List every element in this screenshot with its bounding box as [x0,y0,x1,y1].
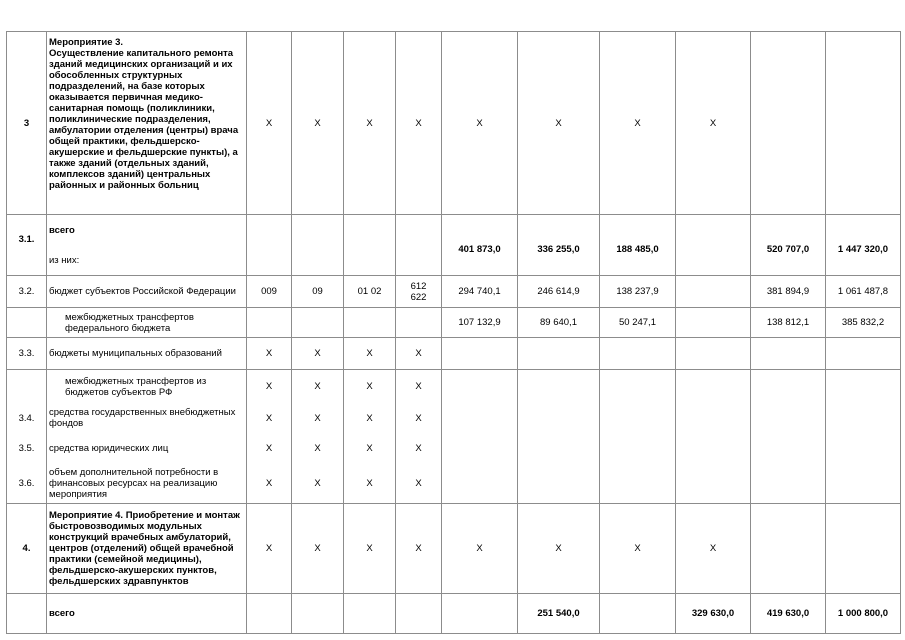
value-cell: X [676,32,751,215]
value-cell: X [442,32,518,215]
value-cell: 381 894,9 [751,276,826,308]
row-number: 3.6. [18,477,35,489]
value-cell: 50 247,1 [600,308,676,338]
code-cell: X [366,477,373,489]
table-row [7,504,901,594]
code-cell: X [366,381,373,392]
value-cell: X [600,32,676,215]
code-cell [344,594,396,634]
code-cell: X [366,442,373,454]
value-cell [826,338,901,370]
value-cell [826,32,901,215]
value-cell: 336 255,0 [518,215,600,276]
value-cell [751,338,826,370]
grbs-cell: 009 [247,276,292,308]
row-number: 3.5. [18,442,35,454]
code-cell: X [292,32,344,215]
of-them-label: из них: [49,254,80,266]
value-cell [600,338,676,370]
value-cell: 520 707,0 [751,215,826,276]
value-cell: 1 061 487,8 [826,276,901,308]
value-cell [600,370,676,504]
code-cell: X [265,477,273,489]
row-label [47,215,247,276]
value-cell [751,504,826,594]
csr-cell: 01 02 [344,276,396,308]
code-stack [247,370,292,504]
value-cell: 401 873,0 [442,215,518,276]
code-cell: X [247,504,292,594]
value-cell: X [442,504,518,594]
code-cell [396,215,442,276]
value-cell: 107 132,9 [442,308,518,338]
vr-cell: 612 622 [396,276,442,308]
value-cell: 188 485,0 [600,215,676,276]
rz-cell: 09 [292,276,344,308]
code-cell: X [247,338,292,370]
code-stack [344,370,396,504]
value-cell [442,338,518,370]
row-label-stack [47,370,247,504]
row-label: межбюджетных трансфертов из бюджетов субъектов РФ [65,375,207,398]
value-cell: 251 540,0 [518,594,600,634]
table-row [7,32,901,215]
code-cell: X [265,381,273,392]
value-cell: 419 630,0 [751,594,826,634]
table-row [7,594,901,634]
value-cell: X [676,504,751,594]
value-cell: 138 237,9 [600,276,676,308]
code-cell [292,308,344,338]
row-number [7,594,47,634]
code-cell: X [415,442,422,454]
row-label: средства государственных внебюджетных фондов [49,407,236,429]
code-stack [396,370,442,504]
value-cell [518,338,600,370]
code-cell [344,215,396,276]
code-cell: X [247,32,292,215]
value-cell: 385 832,2 [826,308,901,338]
value-cell [676,276,751,308]
value-cell [751,32,826,215]
code-cell [344,308,396,338]
value-cell [751,370,826,504]
value-cell: 138 812,1 [751,308,826,338]
total-label: всего [49,224,75,236]
value-cell [676,338,751,370]
row-number: 4. [7,504,47,594]
code-cell: X [292,338,344,370]
row-number-stack [7,370,47,504]
row-title: Мероприятие 3. Осуществление капитального ремонта зданий медицинских организаций и их обособленных структурных подразделений, на базе которых оказывается первичная медико-санитарная помощь (поликлиники, поликлинические подразделения, амбулатории отделения (центры) врача общей практики, фельдшерско-акушерские и фельдшерские пункты), а также зданий (отдельных зданий, комплексов зданий) центральных районных и районных больниц [47,32,247,215]
value-cell [518,370,600,504]
code-cell: X [396,504,442,594]
code-cell: X [415,477,422,489]
value-cell: 294 740,1 [442,276,518,308]
code-cell: X [314,477,321,489]
table-row [7,308,901,338]
table-row [7,370,901,504]
code-cell [247,215,292,276]
code-cell: X [415,381,422,392]
code-cell: X [396,338,442,370]
code-cell [247,594,292,634]
code-cell [292,215,344,276]
budget-table [6,31,901,634]
row-label: бюджет субъектов Российской Федерации [47,276,247,308]
row-label: бюджеты муниципальных образований [47,338,247,370]
row-number: 3.3. [7,338,47,370]
value-cell: X [518,504,600,594]
value-cell: 246 614,9 [518,276,600,308]
code-cell: X [292,504,344,594]
value-cell: X [600,504,676,594]
value-cell [600,594,676,634]
code-cell: X [396,32,442,215]
value-cell [442,370,518,504]
value-cell: 1 447 320,0 [826,215,901,276]
row-number: 3.4. [18,412,35,424]
value-cell: 89 640,1 [518,308,600,338]
value-cell: 1 000 800,0 [826,594,901,634]
total-label: всего [47,594,247,634]
code-cell [292,594,344,634]
code-cell: X [314,442,321,454]
code-cell: X [265,412,273,424]
row-number [7,308,47,338]
code-stack [292,370,344,504]
code-cell: X [366,412,373,424]
code-cell: X [415,412,422,424]
row-label: объем дополнительной потребности в финансовых ресурсах на реализацию мероприятия [49,466,219,500]
code-cell: X [265,442,273,454]
value-cell [442,594,518,634]
value-cell [826,504,901,594]
code-cell [396,308,442,338]
table-row [7,215,901,276]
code-cell: X [314,381,321,392]
row-number: 3.2. [7,276,47,308]
value-cell: X [518,32,600,215]
code-cell: X [344,504,396,594]
code-cell: X [344,338,396,370]
row-title: Мероприятие 4. Приобретение и монтаж быстровозводимых модульных конструкций врачебных амбулаторий, центров (отделений) общей врачебной практики (семейной медицины), фельдшерско-акушерских пунктов, фельдшерских здравпунктов [47,504,247,594]
value-cell [676,370,751,504]
row-label: средства юридических лиц [49,442,169,454]
value-cell [826,370,901,504]
row-label: межбюджетных трансфертов федерального бюджета [47,308,247,338]
value-cell: 329 630,0 [676,594,751,634]
code-cell [247,308,292,338]
table-row [7,338,901,370]
table-row [7,276,901,308]
code-cell: X [344,32,396,215]
value-cell [676,308,751,338]
value-cell [676,215,751,276]
row-number: 3.1. [7,215,47,276]
code-cell: X [314,412,321,424]
code-cell [396,594,442,634]
row-number: 3 [7,32,47,215]
